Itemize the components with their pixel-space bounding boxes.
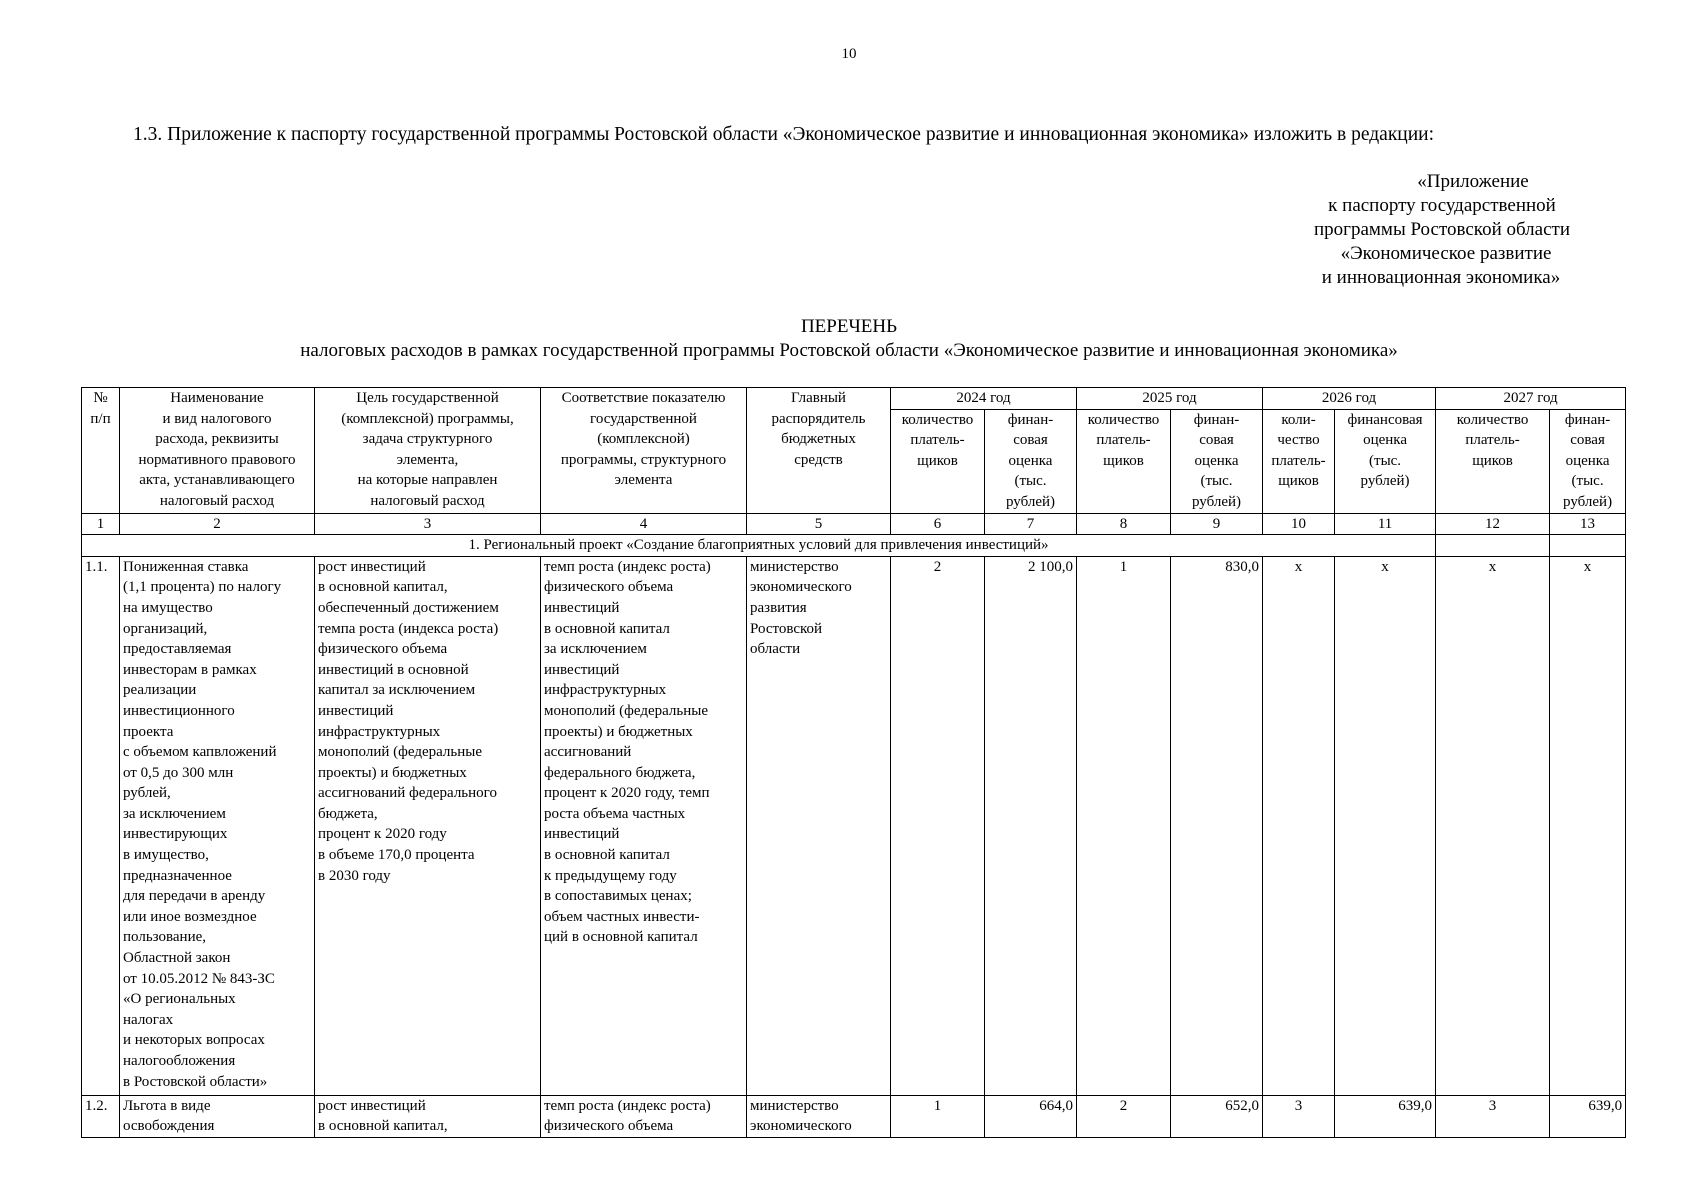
column-number: 11 <box>1335 513 1436 535</box>
row-number: 1.1. <box>82 556 120 1095</box>
page-number: 10 <box>841 46 857 62</box>
table-row <box>82 1095 1626 1137</box>
column-number: 8 <box>1077 513 1171 535</box>
payers-2025: 2 <box>1077 1095 1171 1137</box>
header-financial-2024: финан- совая оценка (тыс. рублей) <box>985 409 1077 513</box>
payers-2024: 2 <box>891 556 985 1095</box>
header-indicator: Соответствие показателю государственной (комплексной) программы, структурного элемента <box>541 388 747 514</box>
header-goal: Цель государственной (комплексной) программы, задача структурного элемента, на которые направлен налоговый расход <box>315 388 541 514</box>
payers-2026: 3 <box>1263 1095 1335 1137</box>
payers-2024: 1 <box>891 1095 985 1137</box>
appendix-line: программы Ростовской области <box>1314 219 1570 240</box>
financial-2026: х <box>1335 556 1436 1095</box>
header-row <box>82 388 1626 410</box>
row-goal: рост инвестиций в основной капитал, обеспеченный достижением темпа роста (индекса роста) физического объема инвестиций в основной капитал за исключением инвестиций инфраструктурных монополий (федеральные проекты) и бюджетных ассигнований федерального бюджета, процент к 2020 году в объеме 170,0 процента в 2030 году <box>315 556 541 1095</box>
header-payers-2027: количество платель- щиков <box>1436 409 1550 513</box>
header-year-2025: 2025 год <box>1077 388 1263 410</box>
row-manager: министерство экономического <box>747 1095 891 1137</box>
payers-2026: х <box>1263 556 1335 1095</box>
header-manager: Главный распорядитель бюджетных средств <box>747 388 891 514</box>
column-number: 4 <box>541 513 747 535</box>
table-row <box>82 556 1626 1095</box>
row-name: Пониженная ставка (1,1 процента) по налогу на имущество организаций, предоставляемая инвесторам в рамках реализации инвестиционного проекта с объемом капвложений от 0,5 до 300 млн рублей, за исключением инвестирующих в имущество, предназначенное для передачи в аренду или иное возмездное пользование, Областной закон от 10.05.2012 № 843-ЗС «О региональных налогах и некоторых вопросах налогообложения в Ростовской области» <box>120 556 315 1095</box>
column-number: 9 <box>1171 513 1263 535</box>
header-payers-2024: количество платель- щиков <box>891 409 985 513</box>
financial-2025: 652,0 <box>1171 1095 1263 1137</box>
tax-expenditures-table <box>81 387 1626 1138</box>
column-number: 7 <box>985 513 1077 535</box>
header-year-2026: 2026 год <box>1263 388 1436 410</box>
financial-2027: 639,0 <box>1550 1095 1626 1137</box>
row-goal: рост инвестиций в основной капитал, <box>315 1095 541 1137</box>
column-number: 3 <box>315 513 541 535</box>
row-name: Льгота в виде освобождения <box>120 1095 315 1137</box>
payers-2027: х <box>1436 556 1550 1095</box>
appendix-reference <box>1258 170 1698 290</box>
column-number: 1 <box>82 513 120 535</box>
payers-2027: 3 <box>1436 1095 1550 1137</box>
row-indicator: темп роста (индекс роста) физического объема инвестиций в основной капитал за исключением инвестиций инфраструктурных монополий (федеральные проекты) и бюджетных ассигнований федерального бюджета, процент к 2020 году, темп роста объема частных инвестиций в основной капитал к предыдущему году в сопоставимых ценах; объем частных инвести- ций в основной капитал <box>541 556 747 1095</box>
financial-2024: 2 100,0 <box>985 556 1077 1095</box>
appendix-line: и инновационная экономика» <box>1321 267 1561 288</box>
financial-2027: х <box>1550 556 1626 1095</box>
row-manager: министерство экономического развития Ростовской области <box>747 556 891 1095</box>
header-year-2024: 2024 год <box>891 388 1077 410</box>
header-financial-2026: финансовая оценка (тыс. рублей) <box>1335 409 1436 513</box>
section-row <box>82 535 1626 557</box>
appendix-line: к паспорту государственной <box>1328 195 1556 216</box>
column-number: 10 <box>1263 513 1335 535</box>
row-number: 1.2. <box>82 1095 120 1137</box>
payers-2025: 1 <box>1077 556 1171 1095</box>
intro-paragraph: 1.3. Приложение к паспорту государственной программы Ростовской области «Экономическое развитие и инновационная экономика» изложить в редакции: <box>133 124 1435 145</box>
header-payers-2025: количество платель- щиков <box>1077 409 1171 513</box>
column-number-row <box>82 513 1626 535</box>
column-number: 2 <box>120 513 315 535</box>
header-year-2027: 2027 год <box>1436 388 1626 410</box>
header-financial-2027: финан- совая оценка (тыс. рублей) <box>1550 409 1626 513</box>
document-subtitle: налоговых расходов в рамках государственной программы Ростовской области «Экономическое развитие и инновационная экономика» <box>300 340 1398 361</box>
section-empty-cell <box>1550 535 1626 557</box>
row-indicator: темп роста (индекс роста) физического объема <box>541 1095 747 1137</box>
header-name: Наименование и вид налогового расхода, реквизиты нормативного правового акта, устанавливающего налоговый расход <box>120 388 315 514</box>
appendix-line: «Экономическое развитие <box>1340 243 1552 264</box>
column-number: 6 <box>891 513 985 535</box>
column-number: 5 <box>747 513 891 535</box>
financial-2024: 664,0 <box>985 1095 1077 1137</box>
header-payers-2026: коли- чество платель- щиков <box>1263 409 1335 513</box>
column-number: 12 <box>1436 513 1550 535</box>
header-num: № п/п <box>82 388 120 514</box>
document-title: ПЕРЕЧЕНЬ <box>800 316 898 337</box>
section-title: 1. Региональный проект «Создание благоприятных условий для привлечения инвестиций» <box>82 535 1436 557</box>
appendix-line: «Приложение <box>1417 171 1529 192</box>
financial-2026: 639,0 <box>1335 1095 1436 1137</box>
column-number: 13 <box>1550 513 1626 535</box>
header-financial-2025: финан- совая оценка (тыс. рублей) <box>1171 409 1263 513</box>
financial-2025: 830,0 <box>1171 556 1263 1095</box>
section-empty-cell <box>1436 535 1550 557</box>
